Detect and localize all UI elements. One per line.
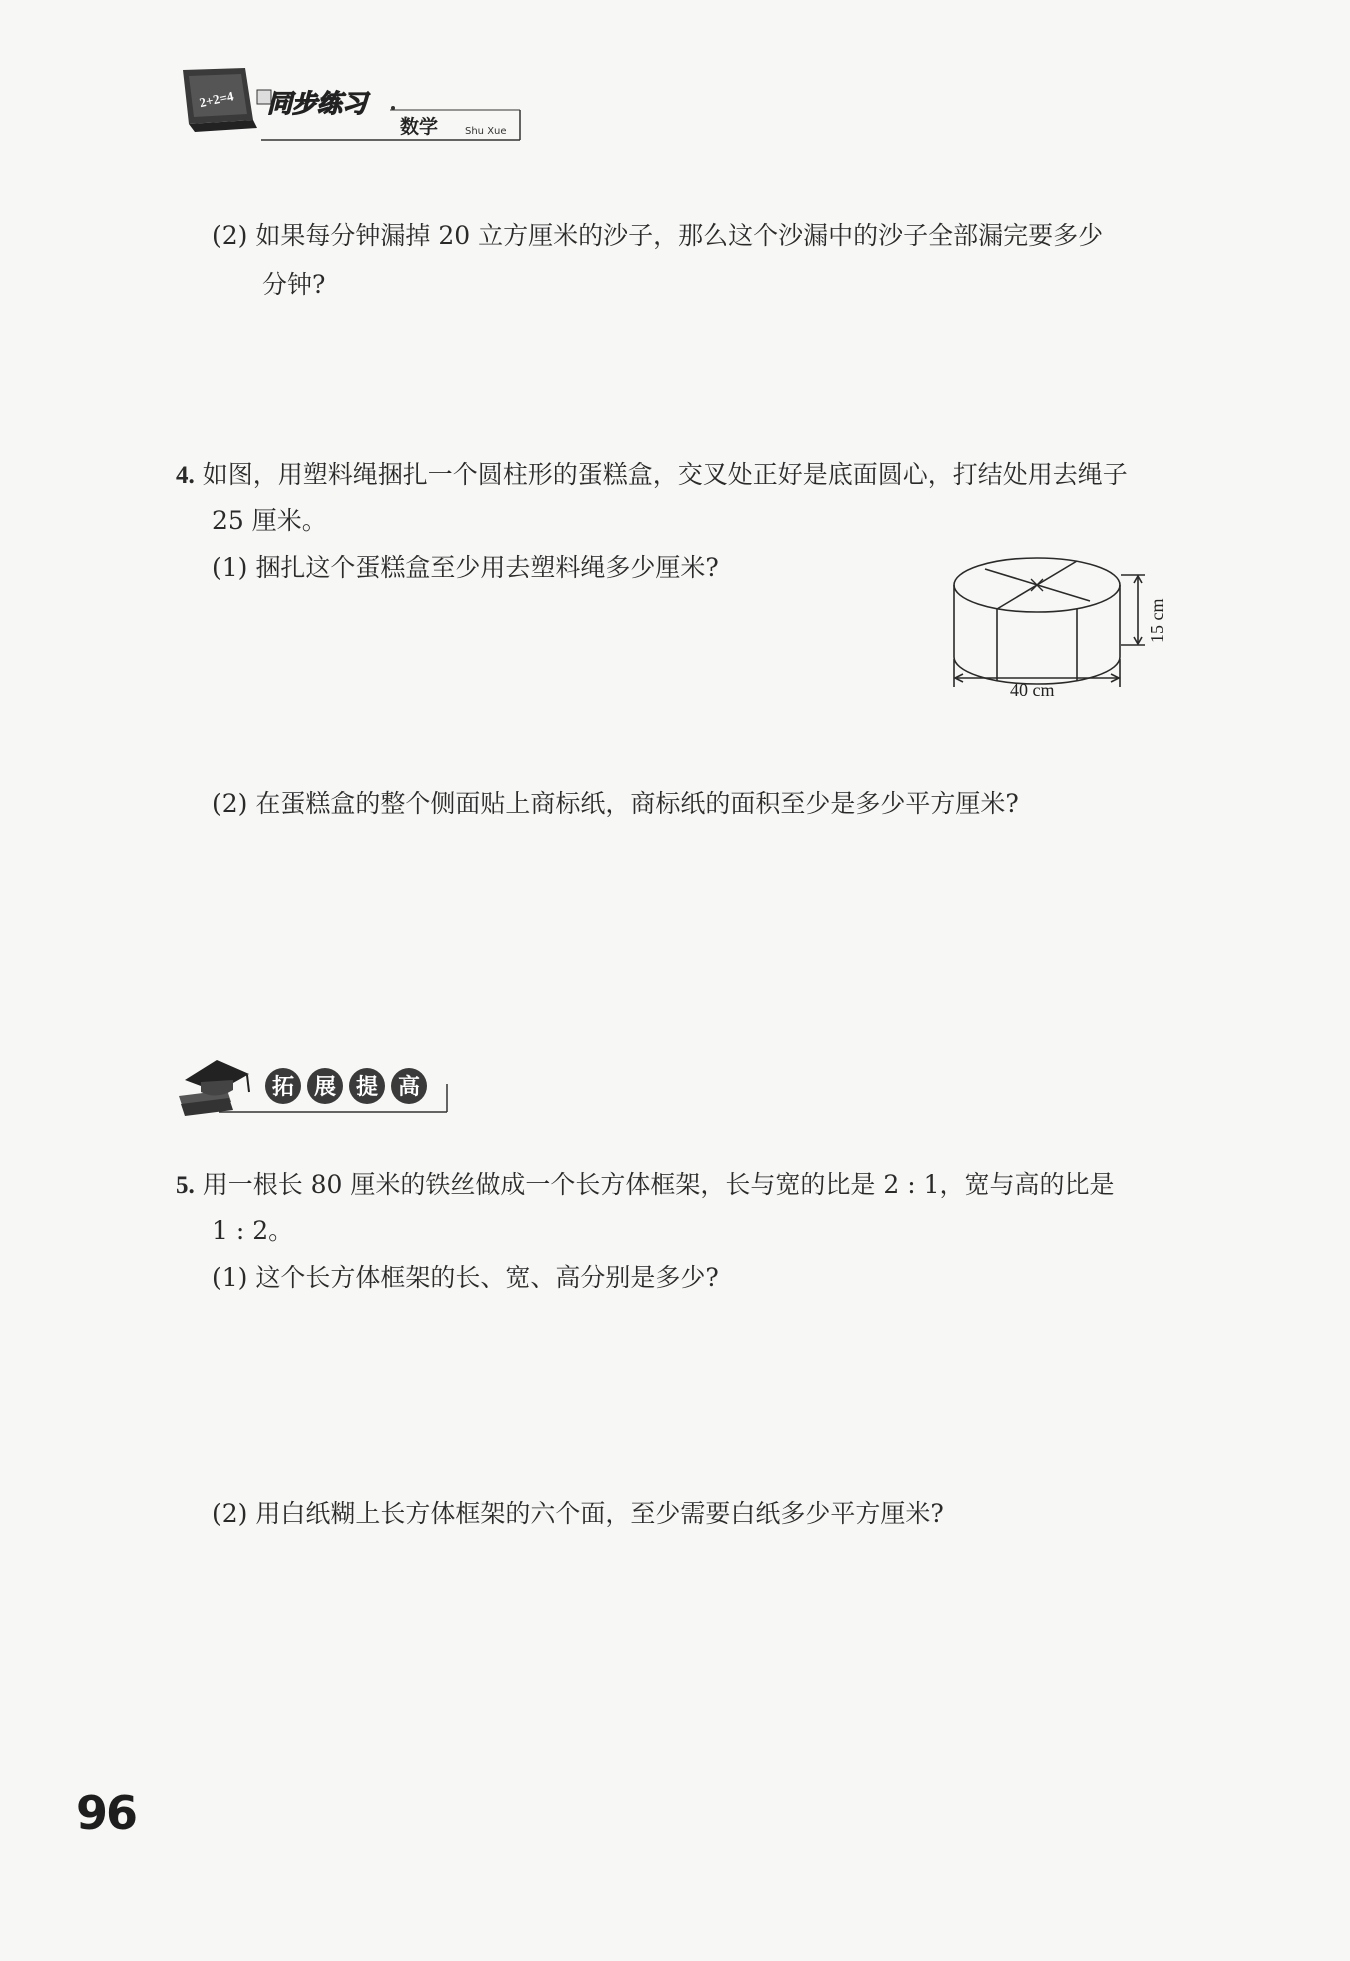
q3-part2-line1	[212, 212, 1103, 260]
q5-part1-text: 这个长方体框架的长、宽、高分别是多少?	[255, 1263, 719, 1292]
q5-part1	[212, 1254, 719, 1302]
section-char-3: 提	[356, 1075, 379, 1100]
q5-number: 5.	[176, 1172, 195, 1199]
monitor-icon	[183, 68, 257, 132]
section-char-1: 拓	[272, 1075, 295, 1100]
q4-part1-label: (1)	[212, 553, 248, 582]
header-logo	[175, 62, 535, 162]
q5-part2-text: 用白纸糊上长方体框架的六个面，至少需要白纸多少平方厘米?	[255, 1499, 944, 1528]
q4-number: 4.	[176, 462, 195, 489]
q4-line1	[176, 451, 1128, 500]
q5-line2: 1 : 2。	[212, 1216, 294, 1245]
page-number: 96	[76, 1786, 137, 1840]
section-char-2: 展	[314, 1075, 337, 1100]
q4-part2-label: (2)	[212, 789, 248, 818]
q4-text: 如图，用塑料绳捆扎一个圆柱形的蛋糕盒，交叉处正好是底面圆心，打结处用去绳子	[202, 460, 1128, 489]
q4-part2-text: 在蛋糕盒的整个侧面贴上商标纸，商标纸的面积至少是多少平方厘米?	[255, 789, 1019, 818]
section-char-4: 高	[398, 1075, 421, 1100]
diameter-label: 40 cm	[1010, 680, 1055, 700]
height-label: 15 cm	[1147, 598, 1167, 643]
q5-part2-label: (2)	[212, 1499, 248, 1528]
header-subject-pinyin: Shu Xue	[465, 126, 507, 137]
header-subject: 数学	[400, 116, 439, 138]
q5-line1	[176, 1161, 1115, 1210]
q5-part1-label: (1)	[212, 1263, 248, 1292]
q4-part1	[212, 544, 719, 592]
q5-part2	[212, 1490, 944, 1538]
q3-part2-text: 如果每分钟漏掉 20 立方厘米的沙子，那么这个沙漏中的沙子全部漏完要多少	[255, 221, 1104, 250]
q4-line2: 25 厘米。	[212, 506, 327, 535]
cake-box-figure	[945, 545, 1175, 705]
section-badge	[175, 1052, 455, 1122]
q4-part2	[212, 780, 1019, 828]
monitor-text: 2+2=4	[198, 88, 235, 111]
q3-part2-label: (2)	[212, 221, 248, 250]
q4-part1-text: 捆扎这个蛋糕盒至少用去塑料绳多少厘米?	[255, 553, 719, 582]
graduation-cap-icon	[179, 1060, 249, 1116]
header-title: 同步练习	[267, 89, 368, 118]
rope-knot	[1031, 579, 1043, 591]
q5-text: 用一根长 80 厘米的铁丝做成一个长方体框架，长与宽的比是 2 : 1，宽与高的比是	[202, 1170, 1115, 1199]
q3-part2-line2: 分钟?	[262, 270, 326, 299]
